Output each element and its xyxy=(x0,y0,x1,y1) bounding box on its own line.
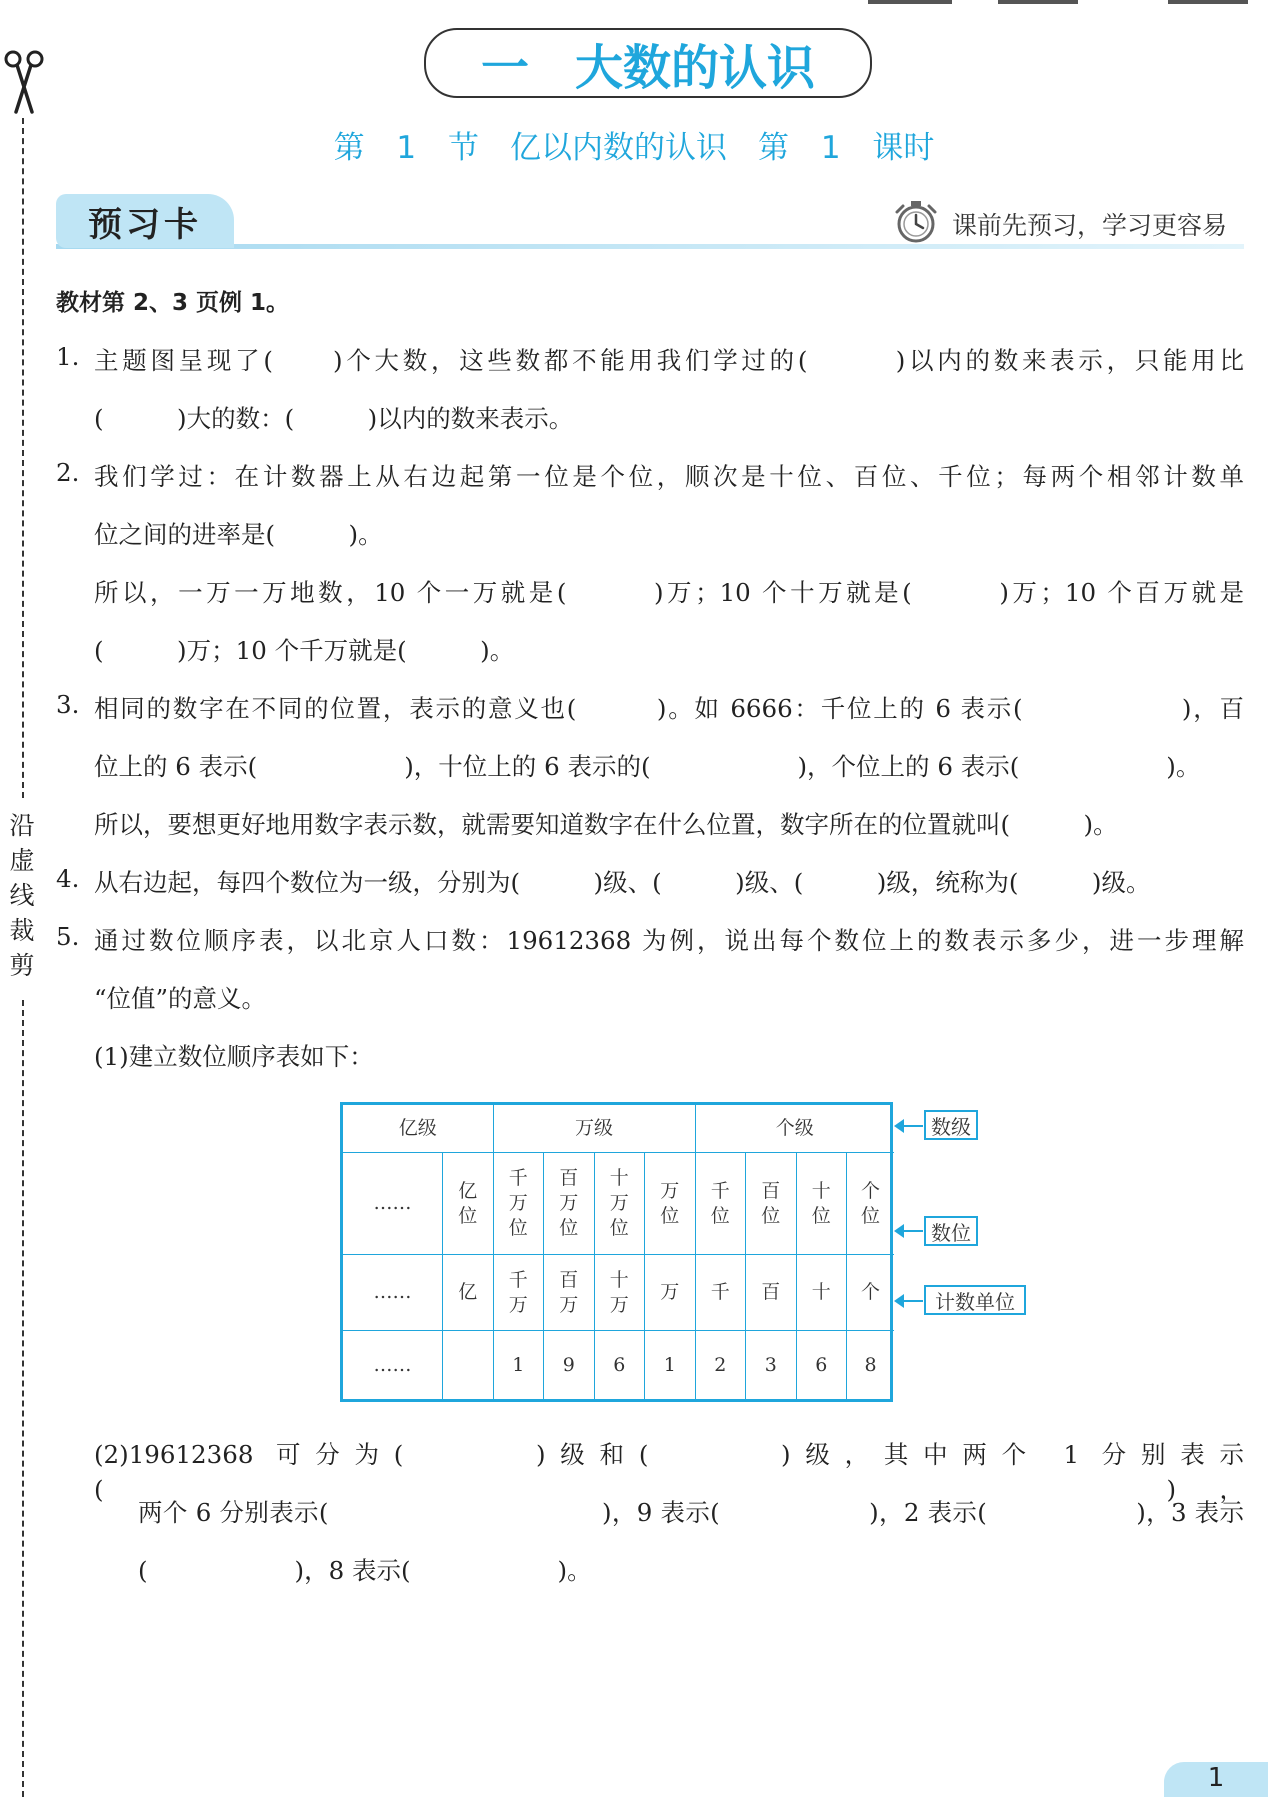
preview-card-tab: 预习卡 xyxy=(56,194,234,248)
unit-cell: 百 万 xyxy=(544,1255,595,1331)
class-header-cell: 个级 xyxy=(696,1105,895,1153)
place-name-cell: 百 位 xyxy=(746,1153,797,1255)
place-name-cell: 亿 位 xyxy=(443,1153,494,1255)
top-rule xyxy=(998,0,1078,4)
place-name-cell: 百 万 位 xyxy=(544,1153,595,1255)
digit-cell: 2 xyxy=(696,1331,747,1399)
question-number: 4. xyxy=(56,864,80,893)
cut-dashed-line xyxy=(22,1000,24,1797)
arrow-icon xyxy=(903,1300,923,1302)
top-rule xyxy=(868,0,952,4)
unit-cell: 十 xyxy=(797,1255,848,1331)
label-class: 数级 xyxy=(924,1110,978,1140)
top-rule xyxy=(1168,0,1248,4)
question-line: 从右边起，每四个数位为一级，分别为( )级、( )级、( )级，统称为( )级。 xyxy=(94,868,1151,897)
unit-cell: 十 万 xyxy=(595,1255,646,1331)
preview-rule xyxy=(56,244,1244,249)
question-line: 两个 6 分别表示( )，9 表示( )，2 表示( )，3 表示 xyxy=(138,1498,1244,1527)
unit-cell: 亿 xyxy=(443,1255,494,1331)
arrow-icon xyxy=(903,1230,923,1232)
digit-cell: 3 xyxy=(746,1331,797,1399)
question-line: 所以，一万一万地数，10 个一万就是( )万；10 个十万就是( )万；10 个百万就是 xyxy=(94,578,1244,607)
digit-cell: 1 xyxy=(494,1331,545,1399)
place-name-cell: 千 万 位 xyxy=(494,1153,545,1255)
question-line: 相同的数字在不同的位置，表示的意义也( )。如 6666：千位上的 6 表示( )，百 xyxy=(94,694,1244,723)
place-name-cell: 千 位 xyxy=(696,1153,747,1255)
cut-guide-text: 沿虚线裁剪 xyxy=(7,808,37,983)
digit-cell xyxy=(443,1331,494,1399)
place-name-cell: …… xyxy=(343,1153,443,1255)
scissors-icon xyxy=(4,48,44,114)
class-header-cell: 亿级 xyxy=(343,1105,494,1153)
class-header-cell: 万级 xyxy=(494,1105,696,1153)
question-line: (2)19612368 可分为( )级和( )级，其中两个 1 分别表示( )， xyxy=(94,1440,1244,1504)
place-name-cell: 万 位 xyxy=(645,1153,696,1255)
place-name-cell: 个 位 xyxy=(847,1153,894,1255)
digit-cell: 1 xyxy=(645,1331,696,1399)
label-place: 数位 xyxy=(924,1216,978,1246)
digit-cell: 6 xyxy=(595,1331,646,1399)
unit-cell: 千 xyxy=(696,1255,747,1331)
unit-cell: …… xyxy=(343,1255,443,1331)
question-line: 主题图呈现了( )个大数，这些数都不能用我们学过的( )以内的数来表示，只能用比 xyxy=(94,346,1244,375)
question-line: ( )万；10 个千万就是( )。 xyxy=(94,636,515,665)
lesson-subtitle: 第 1 节 亿以内数的认识 第 1 课时 xyxy=(333,130,935,166)
question-number: 1. xyxy=(56,342,80,371)
unit-cell: 百 xyxy=(746,1255,797,1331)
digit-cell: …… xyxy=(343,1331,443,1399)
question-number: 5. xyxy=(56,922,80,951)
place-name-cell: 十 位 xyxy=(797,1153,848,1255)
place-name-cell: 十 万 位 xyxy=(595,1153,646,1255)
question-line: “位值”的意义。 xyxy=(94,984,267,1013)
cut-dashed-line xyxy=(22,118,24,798)
textbook-reference: 教材第 2、3 页例 1。 xyxy=(56,290,290,316)
question-number: 2. xyxy=(56,458,80,487)
unit-cell: 千 万 xyxy=(494,1255,545,1331)
question-number: 3. xyxy=(56,690,80,719)
preview-tip: 课前先预习，学习更容易 xyxy=(952,211,1228,240)
label-unit: 计数单位 xyxy=(924,1285,1026,1315)
digit-cell: 9 xyxy=(544,1331,595,1399)
question-line: ( )大的数：( )以内的数来表示。 xyxy=(94,404,574,433)
unit-number: 一 xyxy=(480,39,529,96)
alarm-clock-icon xyxy=(893,198,939,246)
question-line: 位之间的进率是( )。 xyxy=(94,520,383,549)
unit-title-pill xyxy=(424,28,872,98)
question-line: 位上的 6 表示( )，十位上的 6 表示的( )，个位上的 6 表示( )。 xyxy=(94,752,1201,781)
digit-cell: 8 xyxy=(864,1353,877,1376)
unit-cell: 个 xyxy=(847,1255,894,1331)
arrow-icon xyxy=(903,1125,923,1127)
question-line: 通过数位顺序表，以北京人口数：19612368 为例，说出每个数位上的数表示多少，进一步理解 xyxy=(94,926,1244,955)
digit-cell: 6 xyxy=(797,1331,848,1399)
question-line: 所以，要想更好地用数字表示数，就需要知道数字在什么位置，数字所在的位置就叫( )。 xyxy=(94,810,1118,839)
place-value-table xyxy=(340,1102,893,1402)
unit-title: 大数的认识 xyxy=(575,39,816,96)
unit-cell: 万 xyxy=(645,1255,696,1331)
question-line: 我们学过：在计数器上从右边起第一位是个位，顺次是十位、百位、千位；每两个相邻计数单 xyxy=(94,462,1244,491)
question-line: ( )，8 表示( )。 xyxy=(138,1556,592,1585)
page-number: 1 xyxy=(1164,1762,1268,1797)
question-line: (1)建立数位顺序表如下： xyxy=(94,1042,374,1071)
